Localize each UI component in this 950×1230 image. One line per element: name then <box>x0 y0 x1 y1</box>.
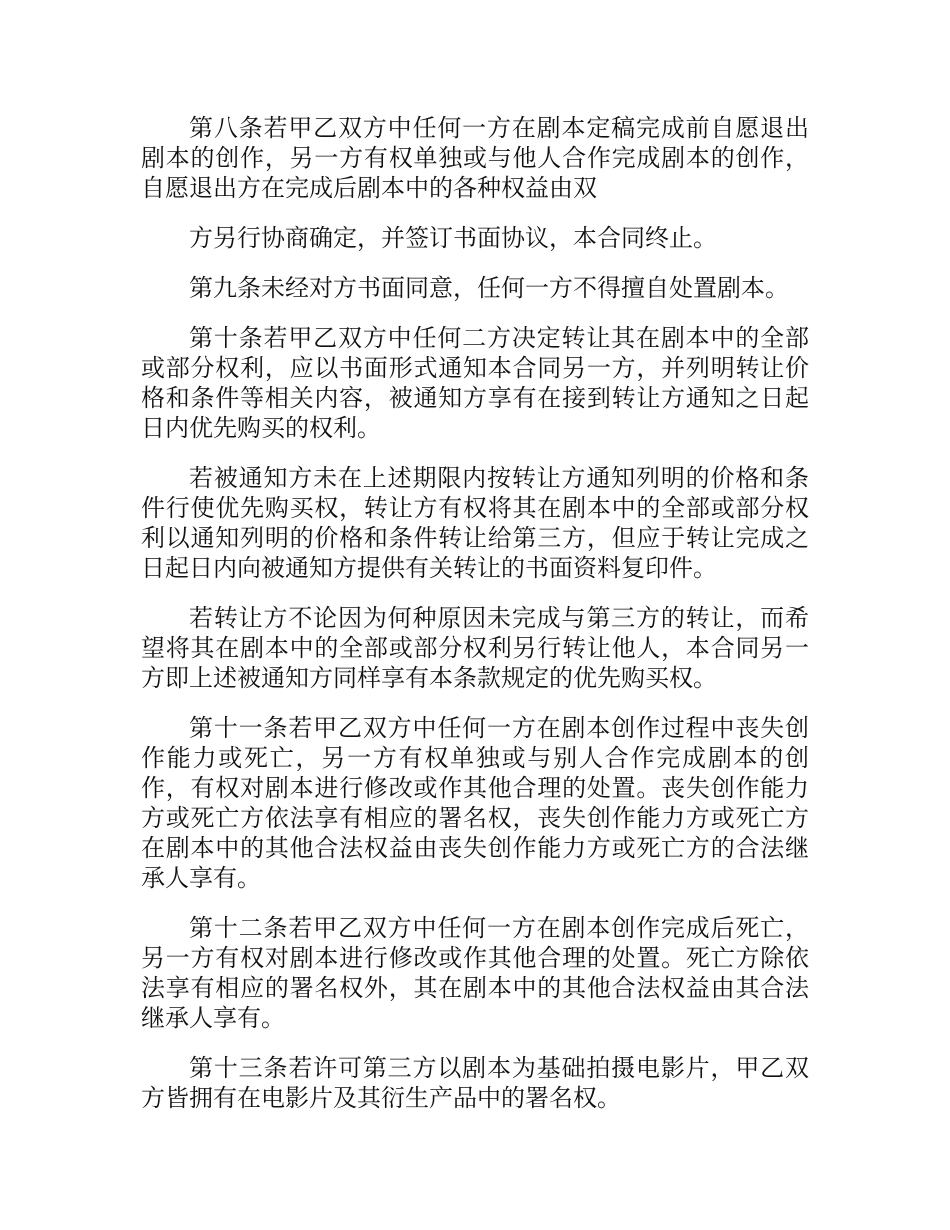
paragraph-article-12: 第十二条若甲乙双方中任何一方在剧本创作完成后死亡，另一方有权对剧本进行修改或作其他合理的处置。死亡方除依法享有相应的署名权外，其在剧本中的其他合法权益由其合法继承人享有。 <box>141 914 809 1032</box>
document-body <box>141 113 809 1113</box>
paragraph-article-10: 第十条若甲乙双方中任何二方决定转让其在剧本中的全部或部分权利，应以书面形式通知本合同另一方，并列明转让价格和条件等相关内容，被通知方享有在接到转让方通知之日起日内优先购买的权利。 <box>141 324 809 442</box>
paragraph-article-11: 第十一条若甲乙双方中任何一方在剧本创作过程中丧失创作能力或死亡，另一方有权单独或与别人合作完成剧本的创作，有权对剧本进行修改或作其他合理的处置。丧失创作能力方或死亡方依法享有相应的署名权，丧失创作能力方或死亡方在剧本中的其他合法权益由丧失创作能力方或死亡方的合法继承人享有。 <box>141 714 809 892</box>
paragraph-article-8: 第八条若甲乙双方中任何一方在剧本定稿完成前自愿退出剧本的创作，另一方有权单独或与他人合作完成剧本的创作，自愿退出方在完成后剧本中的各种权益由双 <box>141 114 809 202</box>
paragraph-article-10-clause-3: 若转让方不论因为何种原因未完成与第三方的转让，而希望将其在剧本中的全部或部分权利另行转让他人，本合同另一方即上述被通知方同样享有本条款规定的优先购买权。 <box>141 604 809 692</box>
paragraph-article-13: 第十三条若许可第三方以剧本为基础拍摄电影片，甲乙双方皆拥有在电影片及其衍生产品中的署名权。 <box>141 1054 809 1112</box>
paragraph-article-9: 第九条未经对方书面同意，任何一方不得擅自处置剧本。 <box>189 274 789 302</box>
paragraph-article-8-continued: 方另行协商确定，并签订书面协议，本合同终止。 <box>189 224 717 252</box>
paragraph-article-10-clause-2: 若被通知方未在上述期限内按转让方通知列明的价格和条件行使优先购买权，转让方有权将其在剧本中的全部或部分权利以通知列明的价格和条件转让给第三方，但应于转让完成之日起日内向被通知方提供有关转让的书面资料复印件。 <box>141 464 809 582</box>
